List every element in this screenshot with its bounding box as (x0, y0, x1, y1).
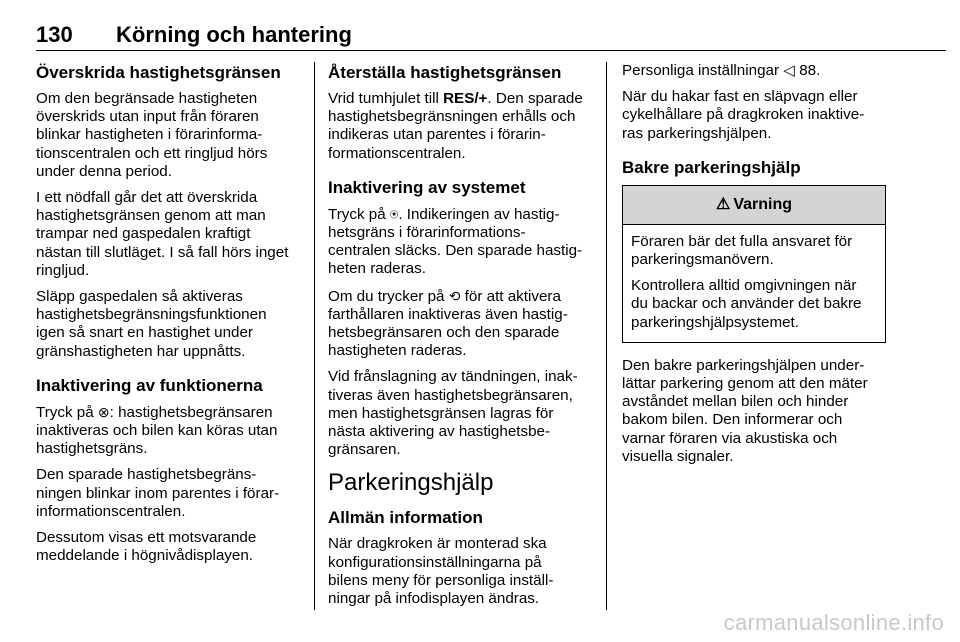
running-title: Körning och hantering (116, 22, 352, 47)
paragraph: När du hakar fast en släpvagn eller cykelhållare på dragkroken inaktive‐ ras parkeringshjälpen. (622, 88, 865, 142)
column-divider (606, 62, 607, 610)
column-2 (328, 62, 594, 616)
page-number: 130 (36, 22, 73, 47)
paragraph: Vrid tumhjulet till RES/+. Den sparade hastighetsbegränsningen erhålls och indikeras utan parentes i förarin‐ formationscentralen. (328, 90, 583, 162)
warning-box (622, 185, 886, 343)
warning-triangle-icon: ⚠ (715, 195, 731, 213)
paragraph: Tryck på ⍟. Indikeringen av hastig‐ hetsgräns i förarinformations‐ centralen släcks. Den sparade hastig‐ heten raderas. (328, 205, 583, 278)
heading-rear-parking-assist: Bakre parkeringshjälp (622, 157, 801, 177)
page-reference: 88. (799, 62, 821, 79)
warning-body (623, 225, 885, 342)
res-plus-label: RES/+ (443, 90, 488, 107)
paragraph: I ett nödfall går det att överskrida hastighetsgränsen genom att man trampar ned gaspedalen kraftigt nästan till slutläget. I så fall hörs inget ringljud. (36, 189, 289, 279)
section-title-parking-assist: Parkeringshjälp (328, 469, 494, 497)
column-divider (314, 62, 315, 610)
speed-limiter-off-icon: ⊗ (97, 403, 110, 420)
page-reference-arrow-icon: ◁ (783, 62, 795, 79)
paragraph: Om du trycker på ⟲ för att aktivera farthållaren inaktiveras även hastig‐ hetsbegränsaren och den sparade hastigheten raderas. (328, 287, 568, 360)
warning-header (623, 186, 885, 225)
column-1 (36, 62, 302, 573)
speed-limiter-icon: ⍟ (389, 205, 399, 222)
paragraph: Tryck på ⊗: hastighetsbegränsaren inaktiveras och bilen kan köras utan hastighetsgräns. (36, 403, 278, 458)
heading-deactivate-functions: Inaktivering av funktionerna (36, 375, 263, 395)
paragraph: Dessutom visas ett motsvarande meddelande i högnivådisplayen. (36, 529, 257, 565)
watermark: carmanualsonline.info (723, 610, 944, 635)
paragraph: När dragkroken är monterad ska konfigurationsinställningarna på bilens meny för personliga inställ‐ ningar på infodisplayen ändras. (328, 535, 554, 608)
heading-general-information: Allmän information (328, 508, 483, 528)
heading-exceed-speed-limit: Överskrida hastighetsgränsen (36, 63, 281, 82)
paragraph: Om den begränsade hastigheten överskrids utan input från föraren blinkar hastigheten i förarinforma‐ tionscentralen och ett ringljud hörs under denna period. (36, 90, 268, 180)
page-header (36, 20, 946, 51)
paragraph: Släpp gaspedalen så aktiveras hastighetsbegränsningsfunktionen igen så snart en hastighet under gränshastigheten har uppnåtts. (36, 288, 267, 360)
warning-paragraph: Föraren bär det fulla ansvaret för parkeringsmanövern. (631, 232, 853, 269)
warning-title: Varning (733, 195, 793, 213)
paragraph: Den sparade hastighetsbegräns‐ ningen blinkar inom parentes i förar‐ informationscentralen. (36, 466, 280, 520)
cruise-control-icon: ⟲ (448, 287, 461, 304)
warning-paragraph: Kontrollera alltid omgivningen när du backar och använder det bakre parkeringshjälpsystemet. (631, 277, 862, 331)
paragraph: Den bakre parkeringshjälpen under‐ lättar parkering genom att den mäter avståndet mellan bilen och hinder bakom bilen. Den informerar och varnar föraren via akustiska och visuella signaler. (622, 356, 868, 465)
heading-deactivate-system: Inaktivering av systemet (328, 177, 526, 197)
paragraph: Vid frånslagning av tändningen, inak‐ tiveras även hastighetsbegränsaren, men hastighetsgränsen lagras för nästa aktivering av hastighetsbe‐ gränsaren. (328, 368, 578, 459)
paragraph: Personliga inställningar ◁ 88. (622, 62, 821, 79)
heading-reset-speed-limit: Återställa hastighetsgränsen (328, 63, 562, 82)
column-3 (622, 62, 886, 474)
